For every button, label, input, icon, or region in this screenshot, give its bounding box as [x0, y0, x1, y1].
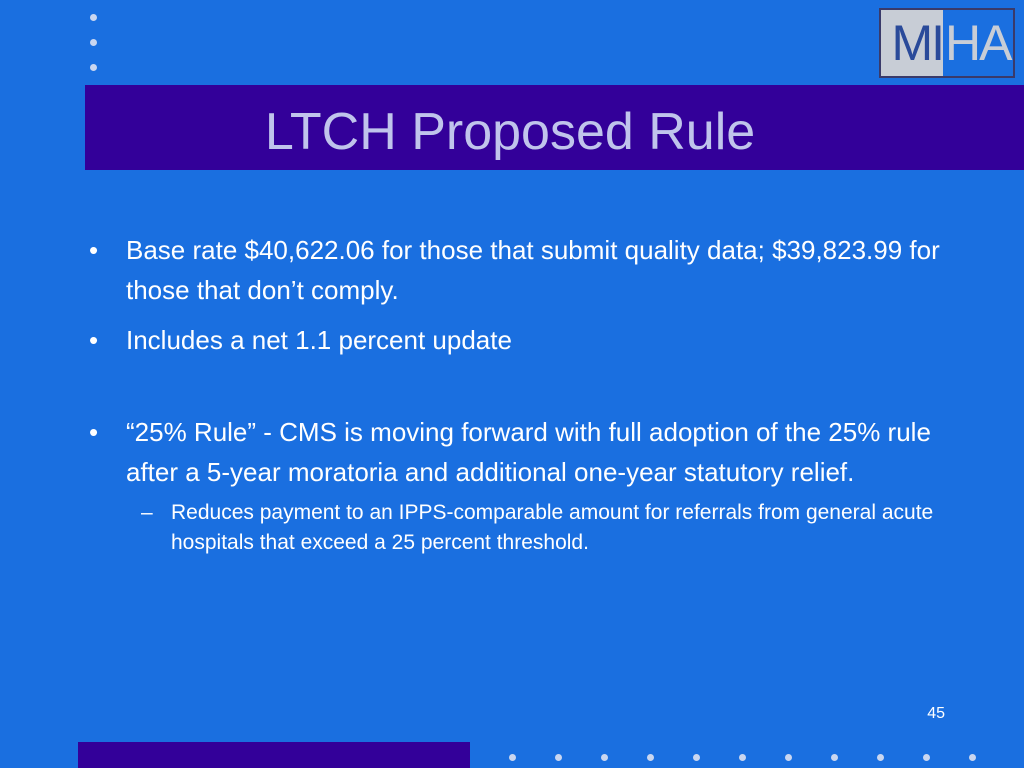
bullet-text: Includes a net 1.1 percent update: [126, 325, 512, 355]
sub-bullet-text: Reduces payment to an IPPS-comparable amount for referrals from general acute hospitals that exceed a 25 percent threshold.: [171, 501, 934, 554]
bottom-band: [78, 742, 470, 768]
bullet-marker: •: [89, 235, 99, 265]
logo-right-text: HA: [943, 10, 1013, 76]
decor-dot: [601, 754, 608, 761]
decor-dot: [923, 754, 930, 761]
decor-dot: [90, 64, 97, 71]
slide-title: LTCH Proposed Rule: [264, 103, 756, 161]
decor-dot: [647, 754, 654, 761]
decor-dot: [555, 754, 562, 761]
slide-body: [85, 230, 945, 558]
decor-dot: [739, 754, 746, 761]
decor-dot: [969, 754, 976, 761]
bullet-item: [85, 320, 945, 360]
decor-dot: [693, 754, 700, 761]
decor-dot: [877, 754, 884, 761]
page-number: 45: [927, 705, 945, 722]
decor-dot: [90, 14, 97, 21]
decor-dot: [785, 754, 792, 761]
bullet-text: Base rate $40,622.06 for those that submit quality data; $39,823.99 for those that don’t comply.: [126, 235, 940, 305]
bullet-marker: •: [89, 417, 99, 447]
decor-dot: [831, 754, 838, 761]
sub-bullet-marker: –: [141, 501, 153, 524]
bullet-marker: •: [89, 325, 99, 355]
bullet-text: “25% Rule” - CMS is moving forward with full adoption of the 25% rule after a 5-year moratoria and additional one-year statutory relief.: [126, 417, 931, 487]
bullet-item: [85, 230, 945, 310]
logo-left-text: MI: [881, 10, 943, 76]
sub-bullet-item: [85, 498, 945, 558]
decor-dot: [509, 754, 516, 761]
mha-logo: [879, 8, 1015, 78]
bullet-item: [85, 412, 945, 492]
decor-dot: [90, 39, 97, 46]
